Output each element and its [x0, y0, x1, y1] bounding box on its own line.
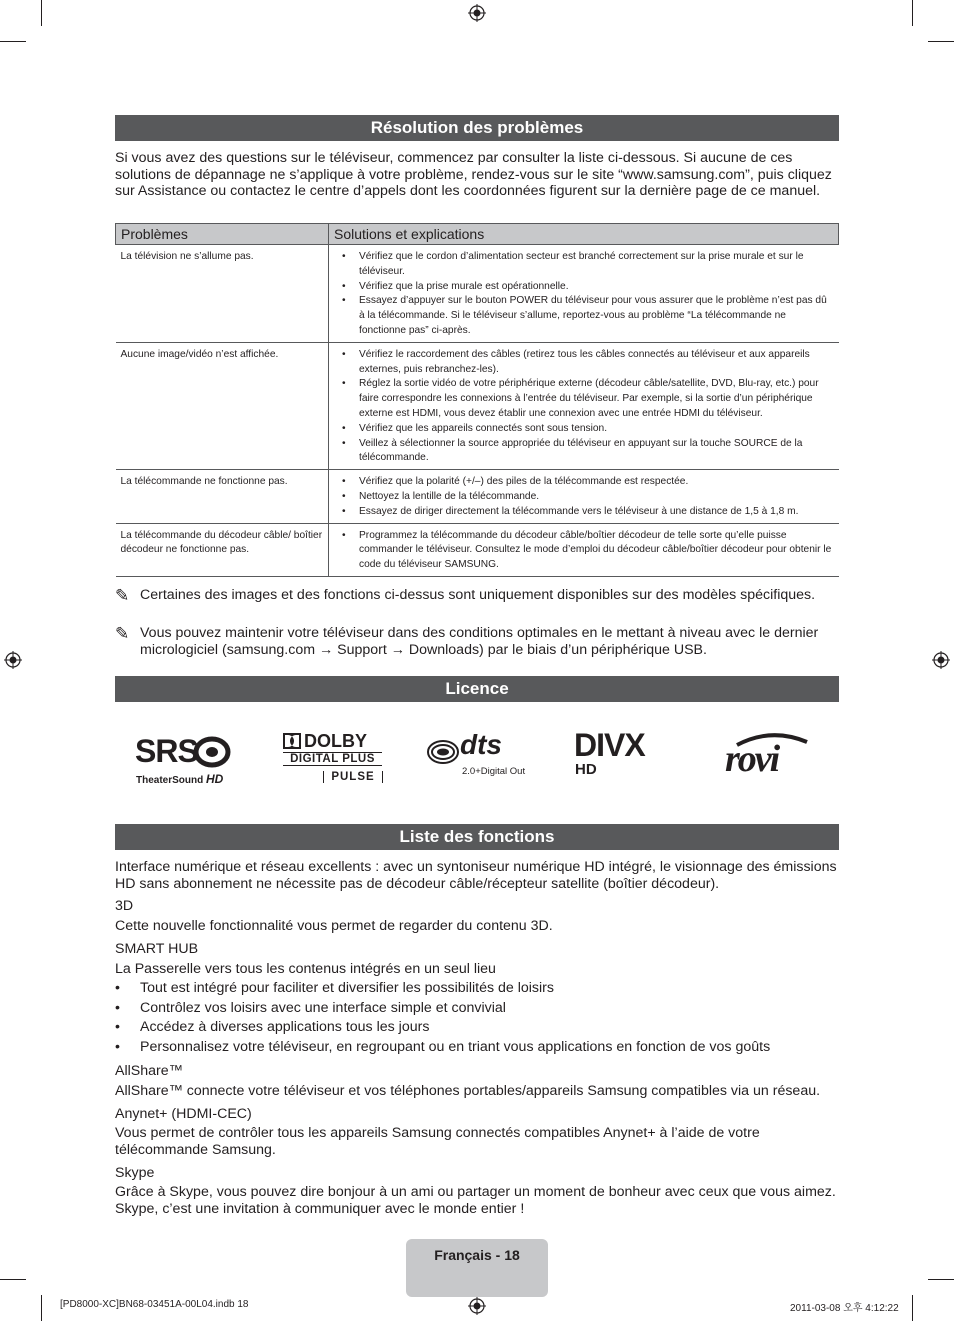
table-row: [116, 245, 839, 343]
section-title-features: Liste des fonctions: [115, 824, 839, 850]
troubleshooting-intro: Si vous avez des questions sur le téléviseur, commencez par consulter la liste ci-dessous. Si aucune de ces solutions de dépannage ne s’applique à votre problème, rendez-vous sur le site “www.samsung.com”, puis cliquez sur Assistance ou contactez le centre d’appels dont les coordonnées figurent sur la dernière page de ce manuel.: [115, 150, 832, 199]
solution-item: • Essayez d’appuyer sur le bouton POWER du téléviseur pour vous assurer que le problème n’est pas dû à la télécommande. Si le téléviseur s’allume, reportez-vous au problème “La télécommande ne fonctionne pas” ci-après.: [334, 294, 834, 338]
registration-mark-icon: [4, 651, 22, 669]
divx-logo: [574, 727, 674, 785]
solution-item: • Vérifiez que le cordon d’alimentation secteur est branché correctement sur la prise murale et sur le téléviseur.: [334, 250, 834, 280]
feature-text-3d: Cette nouvelle fonctionnalité vous permet de regarder du contenu 3D.: [115, 918, 553, 934]
crop-mark: [912, 0, 913, 26]
dolby-line2: PULSE: [323, 771, 383, 783]
crop-mark: [41, 1295, 42, 1321]
feature-text-anynet: Vous permet de contrôler tous les appareils Samsung connectés compatibles Anynet+ à l’aide de votre télécommande Samsung.: [115, 1125, 760, 1158]
feature-text-smart-hub: La Passerelle vers tous les contenus intégrés en un seul lieu: [115, 961, 496, 977]
feature-bullet: • Contrôlez vos loisirs avec une interface simple et convivial: [115, 1000, 839, 1016]
crop-mark: [912, 1295, 913, 1321]
crop-mark: [928, 41, 954, 42]
note: [115, 625, 839, 659]
srs-logo: [135, 733, 240, 789]
footer-timestamp: 2011-03-08 오후 4:12:22: [790, 1303, 899, 1314]
feature-bullet: • Personnalisez votre téléviseur, en regroupant ou en triant vous applications en fonction de vos goûts: [115, 1039, 839, 1055]
solution-cell: [329, 245, 839, 343]
solution-cell: [329, 342, 839, 469]
feature-label-allshare: AllShare™: [115, 1063, 183, 1079]
solution-item: • Programmez la télécommande du décodeur câble/boîtier décodeur de telle sorte qu’elle puisse commander le téléviseur. Consultez le mode d’emploi du décodeur câble/boîtier décodeur pour obtenir le code du téléviseur SAMSUNG.: [334, 529, 834, 573]
dts-disc-icon: [427, 739, 459, 765]
crop-mark: [0, 41, 26, 42]
solution-item: • Vérifiez que la polarité (+/–) des piles de la télécommande est respectée.: [334, 475, 834, 490]
solution-item: • Veillez à sélectionner la source appropriée du téléviseur en appuyant sur la touche SOURCE de la télécommande.: [334, 437, 834, 467]
feature-label-smart-hub: SMART HUB: [115, 941, 199, 957]
solution-item: • Essayez de diriger directement la télécommande vers le téléviseur à une distance de 1,5 à 1,8 m.: [334, 505, 834, 520]
license-logos: [115, 725, 839, 795]
divx-sub: HD: [575, 761, 597, 778]
solution-item: • Réglez la sortie vidéo de votre périphérique externe (décodeur câble/satellite, DVD, Blu-ray, etc.) pour faire correspondre les connexions à l’entrée du téléviseur. Par exemple, si la sortie d’un périphérique externe est HDMI, vous devez établir une connexion avec une entrée HDMI du téléviseur.: [334, 377, 834, 421]
registration-mark-icon: [468, 1297, 486, 1315]
table-header-row: [116, 224, 839, 245]
srs-sub: TheaterSound: [136, 775, 204, 786]
dolby-double-d-icon: [283, 733, 301, 749]
dts-mark: dts: [460, 729, 502, 760]
problem-cell: La télécommande du décodeur câble/ boîtier décodeur ne fonctionne pas.: [116, 523, 329, 576]
table-row: [116, 342, 839, 469]
section-title-licence: Licence: [115, 676, 839, 702]
feature-label-skype: Skype: [115, 1165, 155, 1181]
column-header-solutions: Solutions et explications: [329, 224, 839, 245]
solution-item: • Vérifiez le raccordement des câbles (retirez tous les câbles connectés au téléviseur et aux appareils externes, puis rebranchez-les).: [334, 348, 834, 378]
rovi-mark: rovi: [725, 738, 779, 780]
dts-sub: 2.0+Digital Out: [462, 766, 526, 777]
srs-hd: HD: [206, 772, 224, 786]
srs-mark: SRS: [135, 733, 198, 769]
table-row: [116, 523, 839, 576]
features-intro: Interface numérique et réseau excellents : avec un syntoniseur numérique HD intégré, le visionnage des émissions HD sans abonnement ne nécessite pas de décodeur câble/récepteur satellite (boîtier décodeur).: [115, 859, 837, 892]
registration-mark-icon: [932, 651, 950, 669]
rovi-logo: [725, 733, 815, 785]
note: [115, 587, 839, 604]
table-row: [116, 470, 839, 523]
solution-item: • Vérifiez que les appareils connectés sont sous tension.: [334, 422, 834, 437]
section-title-troubleshooting: Résolution des problèmes: [115, 115, 839, 141]
feature-bullet: • Accédez à diverses applications tous les jours: [115, 1019, 839, 1035]
footer-file-info: [PD8000-XC]BN68-03451A-00L04.indb 18: [60, 1299, 249, 1310]
pencil-note-icon: ✎: [115, 586, 130, 605]
feature-bullet: • Tout est intégré pour faciliter et diversifier les possibilités de loisirs: [115, 980, 839, 996]
crop-mark: [928, 1279, 954, 1280]
crop-mark: [0, 1279, 26, 1280]
crop-mark: [41, 0, 42, 26]
note-text: Certaines des images et des fonctions ci-dessus sont uniquement disponibles sur des modèles spécifiques.: [140, 587, 816, 603]
feature-label-3d: 3D: [115, 898, 134, 914]
note-text: Vous pouvez maintenir votre téléviseur dans des conditions optimales en le mettant à niveau avec le dernier micrologiciel (samsung.com → Support → Downloads) par le biais d’un périphérique USB.: [140, 625, 819, 658]
feature-text-allshare: AllShare™ connecte votre téléviseur et vos téléphones portables/appareils Samsung compatibles via un réseau.: [115, 1083, 821, 1099]
problem-cell: La télévision ne s’allume pas.: [116, 245, 329, 343]
feature-label-anynet: Anynet+ (HDMI-CEC): [115, 1106, 252, 1122]
problem-cell: Aucune image/vidéo n’est affichée.: [116, 342, 329, 469]
divx-mark: DIVX: [574, 727, 645, 763]
pencil-note-icon: ✎: [115, 624, 130, 643]
solution-item: • Vérifiez que la prise murale est opérationnelle.: [334, 280, 834, 295]
dts-logo: [427, 729, 532, 785]
feature-text-skype: Grâce à Skype, vous pouvez dire bonjour à un ami ou partager un moment de bonheur avec ceux que vous aimez. Skype, c’est une invitation à communiquer avec le monde entier !: [115, 1184, 836, 1217]
srs-swirl-icon: [193, 736, 231, 768]
page-number-tab: Français - 18: [406, 1239, 548, 1297]
dolby-mark: DOLBY: [304, 731, 367, 751]
registration-mark-icon: [468, 4, 486, 22]
dolby-logo: [283, 733, 383, 789]
column-header-problems: Problèmes: [116, 224, 329, 245]
problem-cell: La télécommande ne fonctionne pas.: [116, 470, 329, 523]
dolby-line1: DIGITAL PLUS: [283, 752, 382, 766]
solution-cell: [329, 470, 839, 523]
troubleshooting-table: [115, 223, 839, 577]
solution-cell: [329, 523, 839, 576]
solution-item: • Nettoyez la lentille de la télécommande.: [334, 490, 834, 505]
